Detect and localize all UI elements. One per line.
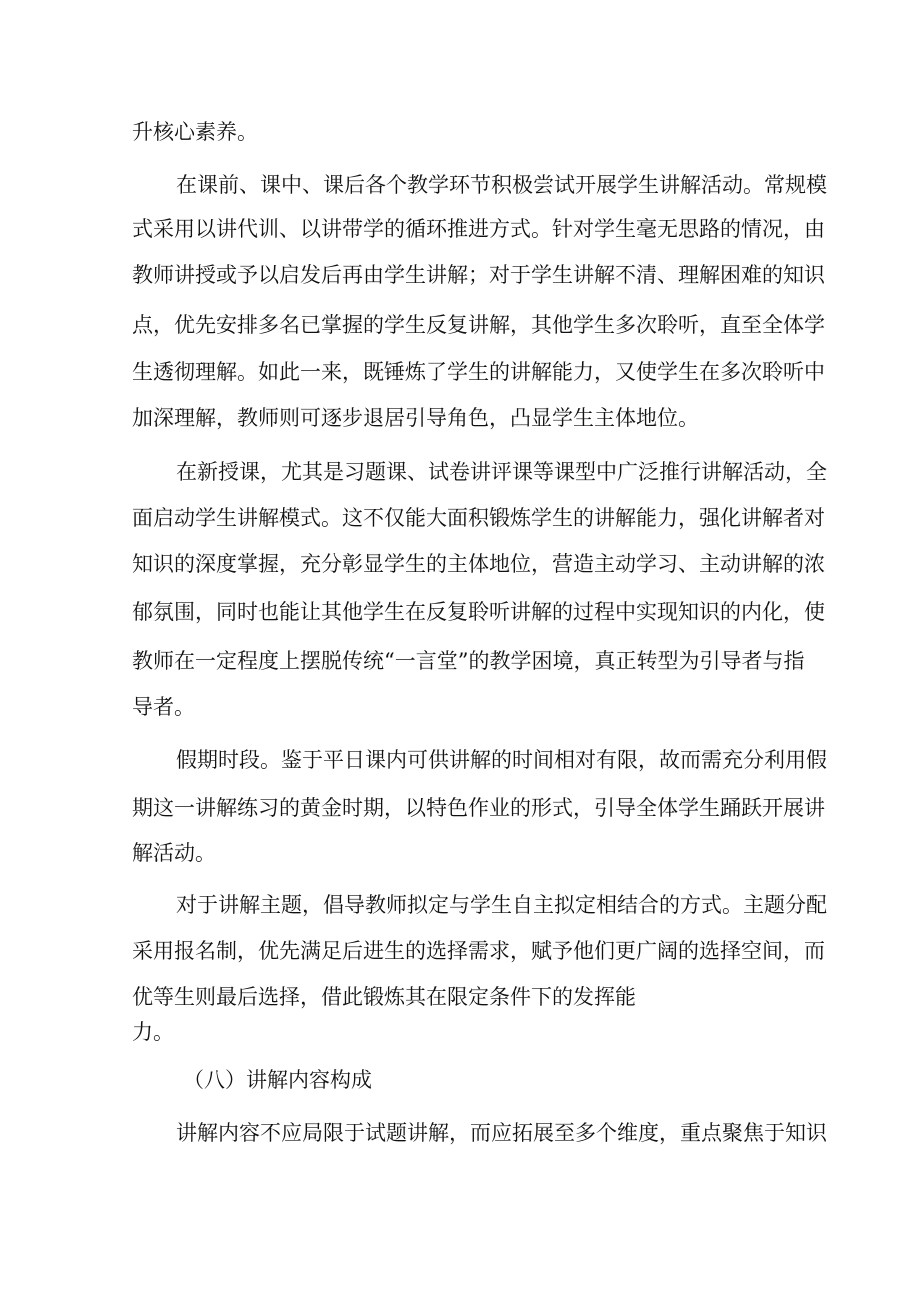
text-line-22: 讲解内容不应局限于试题讲解，而应拓展至多个维度，重点聚焦于知识: [176, 1121, 827, 1145]
text-line-5: 点，优先安排多名已掌握的学生反复讲解，其他学生多次聆听，直至全体学: [132, 313, 825, 337]
text-line-9: 面启动学生讲解模式。这不仅能大面积锻炼学生的讲解能力，强化讲解者对: [132, 506, 825, 530]
text-line-7: 加深理解，教师则可逐步退居引导角色，凸显学生主体地位。: [132, 406, 699, 430]
text-line-10: 知识的深度掌握，充分彰显学生的主体地位，营造主动学习、主动讲解的浓: [132, 552, 825, 576]
text-line-13: 导者。: [132, 695, 195, 719]
text-line-6: 生透彻理解。如此一来，既锤炼了学生的讲解能力，又使学生在多次聆听中: [132, 360, 825, 384]
text-line-4: 教师讲授或予以启发后再由学生讲解；对于学生讲解不清、理解困难的知识: [132, 263, 825, 287]
text-line-15: 期这一讲解练习的黄金时期，以特色作业的形式，引导全体学生踊跃开展讲: [132, 796, 825, 820]
text-line-14: 假期时段。鉴于平日课内可供讲解的时间相对有限，故而需充分利用假: [176, 748, 827, 772]
text-line-3: 式采用以讲代训、以讲带学的循环推进方式。针对学生毫无思路的情况，由: [132, 217, 825, 241]
text-line-19: 优等生则最后选择，借此锻炼其在限定条件下的发挥能: [132, 985, 636, 1009]
text-line-20: 力。: [132, 1020, 174, 1044]
text-line-18: 采用报名制，优先满足后进生的选择需求，赋予他们更广阔的选择空间，而: [132, 939, 825, 963]
text-line-2: 在课前、课中、课后各个教学环节积极尝试开展学生讲解活动。常规模: [176, 173, 827, 197]
text-line-17: 对于讲解主题，倡导教师拟定与学生自主拟定相结合的方式。主题分配: [176, 893, 827, 917]
text-line-12: 教师在一定程度上摆脱传统“一言堂”的教学困境，真正转型为引导者与指: [132, 649, 805, 673]
text-line-8: 在新授课，尤其是习题课、试卷讲评课等课型中广泛推行讲解活动，全: [176, 460, 827, 484]
section-heading: （八）讲解内容构成: [183, 1068, 372, 1092]
text-line-16: 解活动。: [132, 841, 216, 865]
text-line-11: 郁氛围，同时也能让其他学生在反复聆听讲解的过程中实现知识的内化，使: [132, 600, 825, 624]
text-line-1: 升核心素养。: [132, 120, 258, 144]
